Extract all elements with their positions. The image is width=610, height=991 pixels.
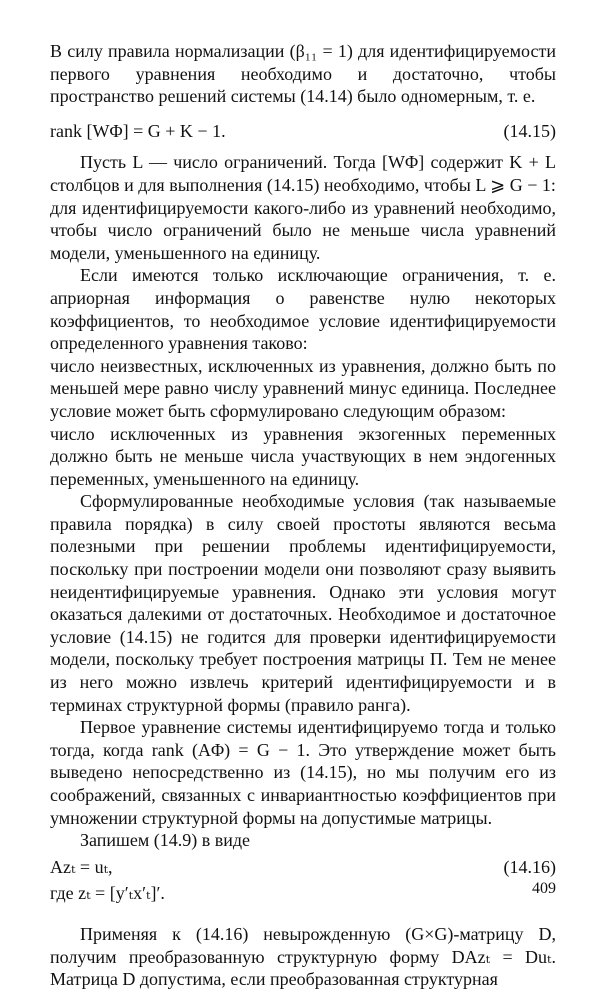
paragraph-order-rules: Сформулированные необходимые условия (так называемые правила порядка) в силу своей простоты являются весьма полезными при решении проблемы идентифицируемости, поскольку при построении модели они позволяют сразу выявить неидентифицируемые уравнения. Однако эти условия могут оказаться далекими от достаточных. Необходимое и достаточное условие (14.15) не годится для проверки идентифицируемости модели, поскольку требует построения матрицы Π. Тем не менее из него можно извлечь критерий идентифицируемости и в терминах структурной формы (правило ранга).: [50, 491, 556, 715]
equation-number: (14.16): [503, 856, 556, 877]
equation-14-15: [50, 120, 556, 143]
paragraph-necessary-condition: для идентифицируемости какого-либо из уравнений необходимо, чтобы число ограничений было не меньше числа уравнений модели, уменьшенного на единицу.: [50, 197, 556, 263]
paragraph-transformation: Применяя к (14.16) невырожденную (G×G)-матрицу D, получим преобразованную структурную форму DAzₜ = Duₜ. Матрица D допустима, если преобразованная структурная: [50, 923, 556, 990]
equation-14-16: [50, 856, 556, 879]
paragraph-rank-rule: Первое уравнение системы идентифицируемо тогда и только тогда, когда rank (AΦ) = G − 1. Это утверждение может быть выведено непосредственно из (14.15), но мы получим его из соображений, связанных с инвариантностью коэффициентов при умножении структурной формы на допустимые матрицы.: [50, 717, 556, 828]
paragraph-exogenous-condition: число исключенных из уравнения экзогенных переменных должно быть не меньше числа участвующих в нем эндогенных переменных, уменьшенного на единицу.: [50, 423, 556, 489]
equation-formula: Azₜ = uₜ,: [50, 856, 113, 877]
paragraph-normalization: В силу правила нормализации (β₁₁ = 1) для идентифицируемости первого уравнения необходимо и достаточно, чтобы пространство решений системы (14.14) было одномерным, т. е.: [50, 41, 556, 107]
paragraph-unknowns-condition: число неизвестных, исключенных из уравнения, должно быть по меньшей мере равно числу уравнений минус единица. Последнее условие может быть сформулировано следующим образом:: [50, 355, 556, 421]
paragraph-restrictions: Пусть L — число ограничений. Тогда [WΦ] содержит K + L столбцов и для выполнения (14.15) необходимо, чтобы L ⩾ G − 1:: [50, 152, 556, 195]
paragraph-exclusion-restrictions: Если имеются только исключающие ограничения, т. е. априорная информация о равенстве нулю некоторых коэффициентов, то необходимое условие идентифицируемости определенного уравнения таково:: [50, 265, 556, 354]
equation-formula: rank [WΦ] = G + K − 1.: [50, 120, 226, 141]
page-number: 409: [532, 880, 556, 897]
equation-number: (14.15): [503, 120, 556, 141]
paragraph-rewrite: Запишем (14.9) в виде: [80, 830, 251, 851]
equation-where-line: где zₜ = [y′ₜx′ₜ]′.: [50, 883, 165, 904]
